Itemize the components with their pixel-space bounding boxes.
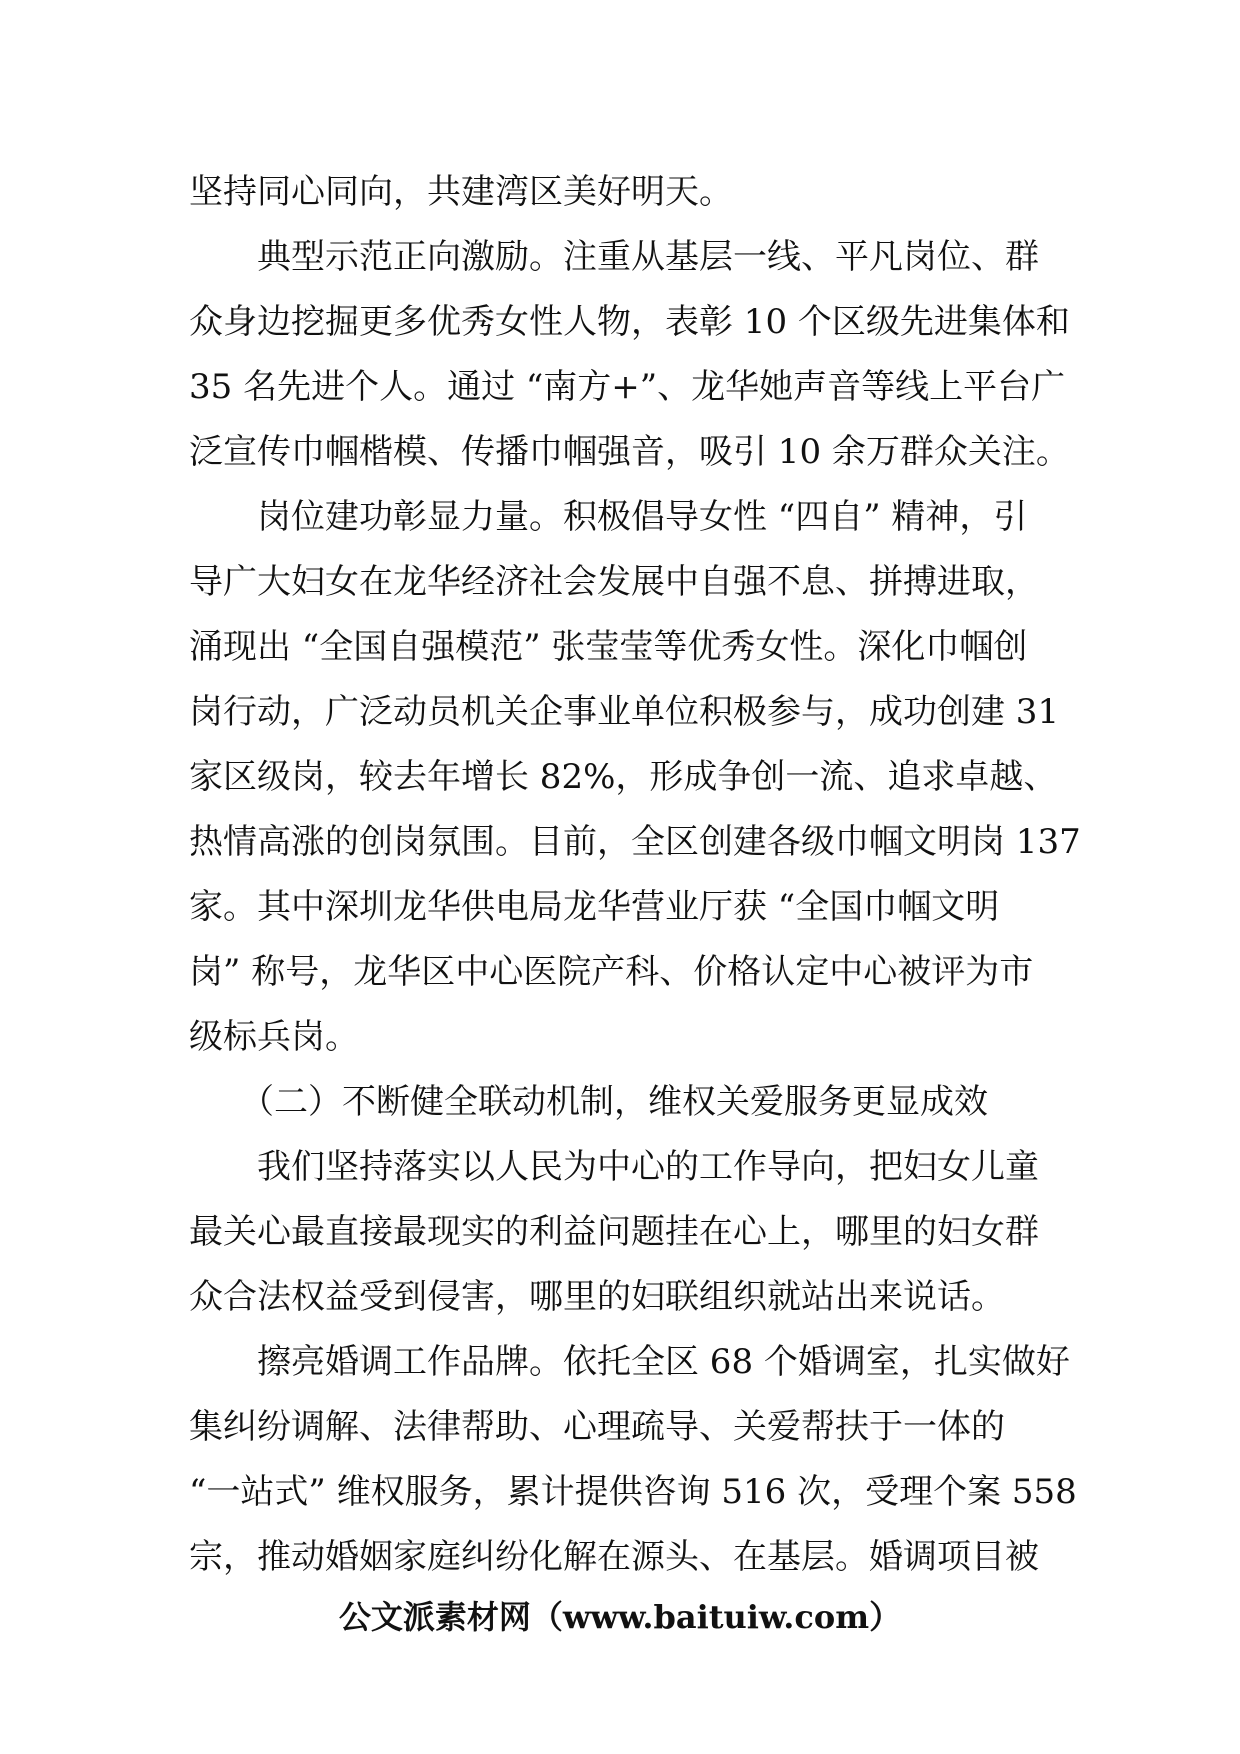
text-line: “一站式” 维权服务，累计提供咨询 516 次，受理个案 558 <box>189 1472 1077 1512</box>
text-line: 集纠纷调解、法律帮助、心理疏导、关爱帮扶于一体的 <box>189 1407 1005 1447</box>
text-line: 我们坚持落实以人民为中心的工作导向，把妇女儿童 <box>189 1147 1039 1187</box>
text-line: 擦亮婚调工作品牌。依托全区 68 个婚调室，扎实做好 <box>189 1342 1070 1382</box>
text-line: 最关心最直接最现实的利益问题挂在心上，哪里的妇女群 <box>189 1212 1039 1252</box>
section-heading: （二）不断健全联动机制，维权关爱服务更显成效 <box>189 1082 988 1122</box>
footer-watermark: 公文派素材网（www.baituiw.com） <box>338 1598 902 1636</box>
text-line: 宗，推动婚姻家庭纠纷化解在源头、在基层。婚调项目被 <box>189 1537 1039 1577</box>
text-line: 级标兵岗。 <box>189 1017 359 1057</box>
text-line: 岗位建功彰显力量。积极倡导女性 “四自” 精神，引 <box>189 497 1028 537</box>
text-line: 热情高涨的创岗氛围。目前，全区创建各级巾帼文明岗 137 <box>189 822 1081 862</box>
text-line: 泛宣传巾帼楷模、传播巾帼强音，吸引 10 余万群众关注。 <box>189 432 1070 472</box>
body-text <box>189 160 1081 1590</box>
text-line: 家区级岗，较去年增长 82%，形成争创一流、追求卓越、 <box>189 757 1058 797</box>
text-line: 涌现出 “全国自强模范” 张莹莹等优秀女性。深化巾帼创 <box>189 627 1028 667</box>
text-line: 导广大妇女在龙华经济社会发展中自强不息、拼搏进取， <box>189 562 1039 602</box>
text-line: 岗行动，广泛动员机关企事业单位积极参与，成功创建 31 <box>189 692 1060 732</box>
text-line: 坚持同心同向，共建湾区美好明天。 <box>189 172 733 212</box>
text-line: 众合法权益受到侵害，哪里的妇联组织就站出来说话。 <box>189 1277 1005 1317</box>
text-line: 岗” 称号，龙华区中心医院产科、价格认定中心被评为市 <box>189 952 1034 992</box>
text-line: 众身边挖掘更多优秀女性人物，表彰 10 个区级先进集体和 <box>189 302 1070 342</box>
text-line: 35 名先进个人。通过 “南方+”、龙华她声音等线上平台广 <box>189 367 1066 407</box>
text-line: 典型示范正向激励。注重从基层一线、平凡岗位、群 <box>189 237 1039 277</box>
text-line: 家。其中深圳龙华供电局龙华营业厅获 “全国巾帼文明 <box>189 887 1000 927</box>
